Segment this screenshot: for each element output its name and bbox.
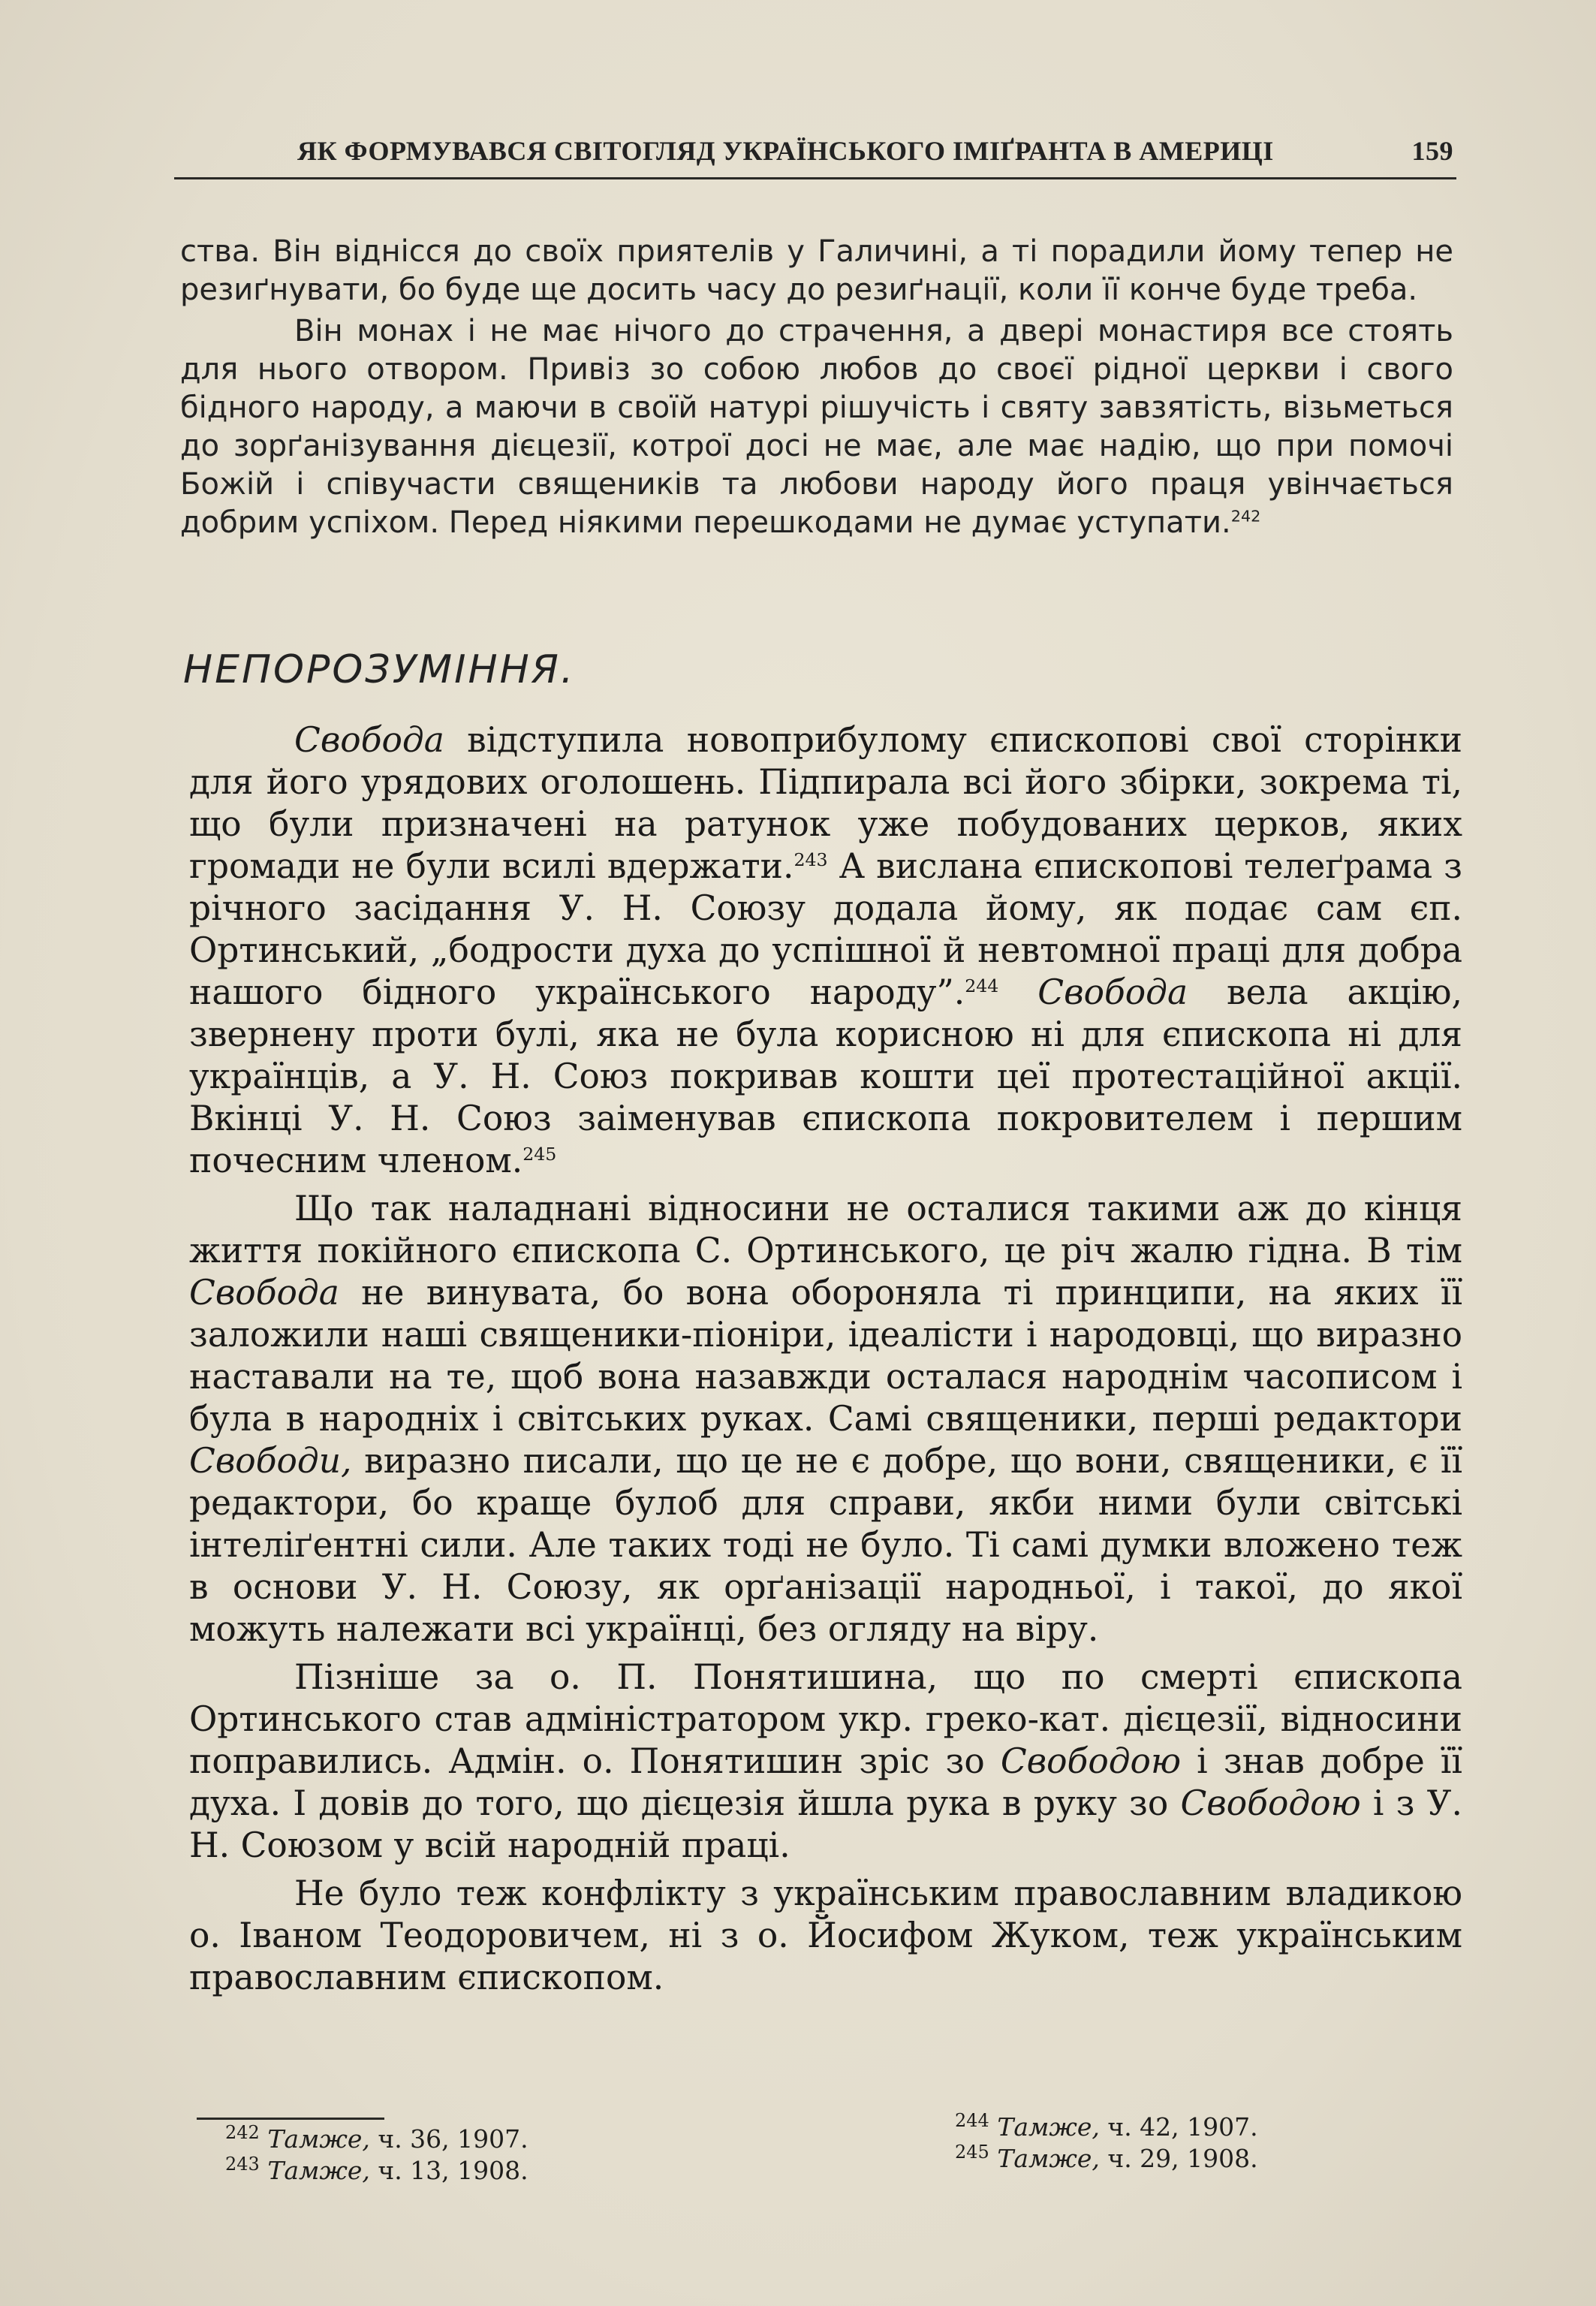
quoted-letter: [180, 233, 1453, 542]
running-head-title: ЯК ФОРМУВАВСЯ СВІТОГЛЯД УКРАЇНСЬКОГО ІМІҐРАНТА В АМЕРИЦІ: [297, 136, 1274, 166]
newspaper-name: Свободою: [1180, 1783, 1361, 1823]
footnote-source: Тамже,: [267, 2124, 370, 2154]
footnote-number: 243: [225, 2154, 260, 2175]
footnote-ref-243[interactable]: 243: [793, 849, 828, 870]
footnotes-left: [225, 2124, 528, 2187]
quoted-paragraph-2: [180, 312, 1453, 542]
main-text: [189, 719, 1462, 1999]
footnote-reference: ч. 42, 1907.: [1099, 2112, 1258, 2142]
footnote-rule: [197, 2118, 384, 2120]
footnote-242: [225, 2124, 528, 2155]
newspaper-name: Свобода: [1037, 972, 1188, 1012]
footnote-243: [225, 2155, 528, 2187]
footnote-reference: ч. 36, 1907.: [369, 2124, 528, 2154]
paragraph-2-text-a: Що так наладнані відносини не осталися такими аж до кінця життя покійного єпископа С. Ортинського, це річ жалю гідна. В тім: [189, 1189, 1462, 1271]
paragraph-2-text-c: виразно писали, що це не є добре, що вони, священики, є її редактори, бо краще булоб для справи, якби ними були світські інтеліґентні сили. Але таких тоді не було. Ті самі думки вложено теж в основи У. Н. Союзу, як орґанізації народньої, і такої, до якої можуть належати всі українці, без огляду на віру.: [189, 1441, 1462, 1649]
paragraph-3-text-b: і знав добре її духа. І довів до того, що дієцезія йшла рука в руку зо: [189, 1741, 1462, 1823]
paragraph-1-text-c: вела акцію, звернену проти булі, яка не була корисною ні для єпископа ні для українців, а У. Н. Союз покривав кошти цеї протестаційної акції. Вкінці У. Н. Союз заіменував єпископа покровителем і першим почесним членом.: [189, 972, 1462, 1180]
newspaper-name: Свободи,: [189, 1441, 352, 1481]
footnote-source: Тамже,: [997, 2144, 1100, 2173]
footnote-245: [955, 2143, 1258, 2175]
paragraph-1-text-b: А вислана єпископові телеґрама з річного засідання У. Н. Союзу додала йому, як подає сам єп. Ортинський, „бодрости духа до успішної й невтомної праці для добра нашого бідного українського народу”.: [189, 846, 1462, 1012]
newspaper-name: Свобода: [189, 1273, 339, 1313]
footnote-reference: ч. 29, 1908.: [1099, 2144, 1258, 2173]
quoted-paragraph-1: ства. Він віднісся до своїх приятелів у Галичині, а ті порадили йому тепер не резиґнувати, бо буде ще досить часу до резиґнації, коли її конче буде треба.: [180, 234, 1453, 307]
paragraph-2: [189, 1188, 1462, 1650]
footnote-ref-244[interactable]: 244: [965, 975, 999, 996]
footnote-244: [955, 2112, 1258, 2143]
footnote-number: 245: [955, 2142, 989, 2163]
paragraph-2-text-b: не винувата, бо вона обороняла ті принципи, на яких її заложили наші священики-піоніри, ідеалісти і народовці, що виразно наставали на те, щоб вона назавжди осталася народнім часописом і була в народніх і світських руках. Самі священики, перші редактори: [189, 1273, 1462, 1439]
header-rule: [174, 177, 1456, 179]
footnote-ref-242[interactable]: 242: [1230, 507, 1261, 526]
footnote-number: 244: [955, 2110, 989, 2131]
page-number: 159: [1411, 136, 1453, 166]
paragraph-1: [189, 719, 1462, 1182]
footnote-number: 242: [225, 2122, 260, 2143]
footnote-reference: ч. 13, 1908.: [369, 2156, 528, 2185]
newspaper-name: Свободою: [1000, 1741, 1182, 1781]
quoted-paragraph-2-text: Він монах і не має нічого до страчення, а двері монастиря все стоять для нього отвором. Привіз зо собою любов до своєї рідної церкви і свого бідного народу, а маючи в своїй натурі рішучість і святу завзятість, візьметься до зорґанізування дієцезії, котрої досі не має, але має надію, що при помочі Божій і співучасти священиків та любови народу його праця увінчається добрим успіхом. Перед ніякими перешкодами не думає уступати.: [180, 314, 1453, 540]
footnote-ref-245[interactable]: 245: [522, 1143, 557, 1165]
newspaper-name: Свобода: [294, 720, 444, 760]
section-title: НЕПОРОЗУМІННЯ.: [183, 647, 576, 692]
paragraph-4: Не було теж конфлікту з українським православним владикою о. Іваном Теодоровичем, ні з о. Йосифом Жуком, теж українським православним єпископом.: [189, 1873, 1462, 1997]
paragraph-3-text-a: Пізніше за о. П. Понятишина, що по смерті єпископа Ортинського став адміністратором укр. греко-кат. дієцезії, відносини поправились. Адмін. о. Понятишин зріс зо: [189, 1657, 1462, 1781]
footnote-source: Тамже,: [997, 2112, 1100, 2142]
paragraph-3: [189, 1656, 1462, 1867]
paragraph-1-text-a: відступила новоприбулому єпископові свої сторінки для його урядових оголошень. Підпирала всі його збірки, зокрема ті, що були призначені на ратунок уже побудованих церков, яких громади не були всилі вдержати.: [189, 720, 1462, 886]
footnotes-right: [955, 2112, 1258, 2175]
footnote-source: Тамже,: [267, 2156, 370, 2185]
paragraph-3-text-c: і з У. Н. Союзом у всій народній праці.: [189, 1783, 1462, 1865]
